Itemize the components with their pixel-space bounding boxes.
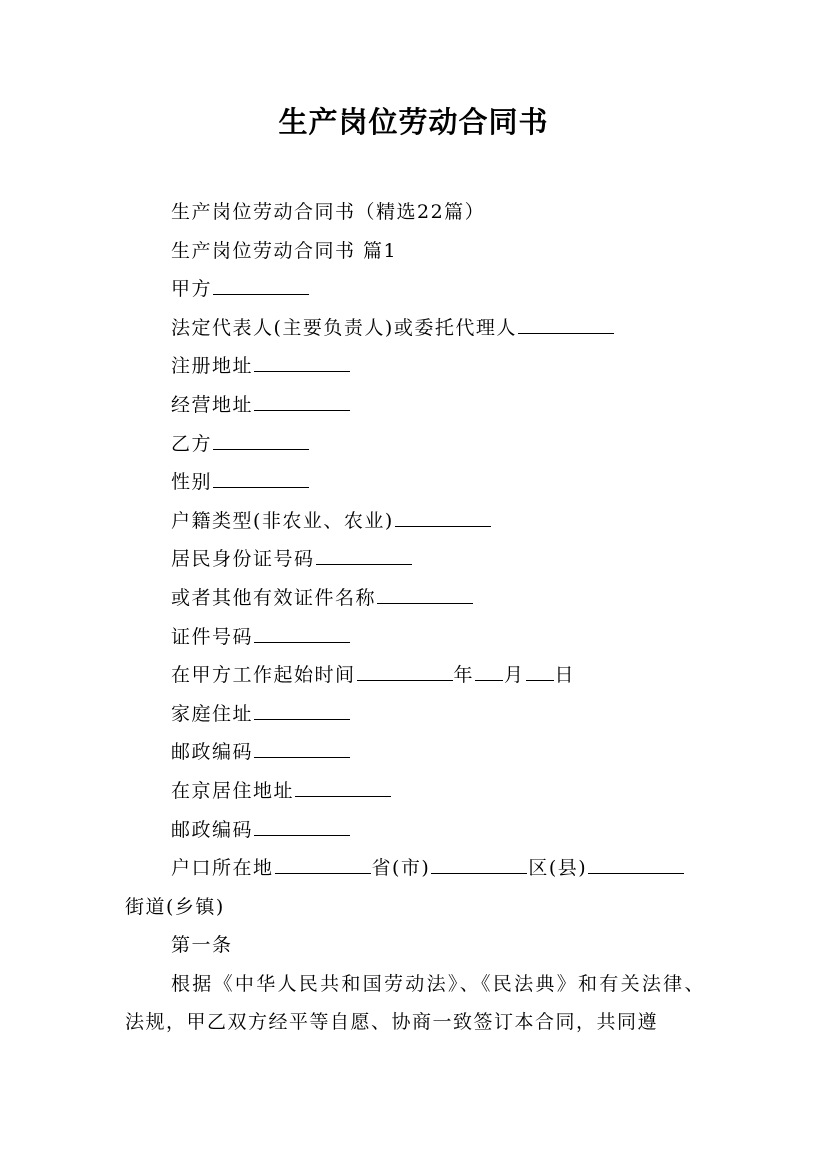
field-hukou: [125, 849, 705, 926]
blank-line: [275, 872, 371, 874]
field-label: 户籍类型(非农业、农业): [171, 509, 394, 532]
subtitle-text: 生产岗位劳动合同书（精选22篇）: [171, 201, 486, 223]
blank-line: [316, 563, 412, 565]
field-label: 在京居住地址: [171, 779, 295, 802]
section-heading: [125, 232, 705, 271]
article-paragraph: 根据《中华人民共和国劳动法》、《民法典》和有关法律、法规，甲乙双方经平等自愿、协商一致签订本合同，共同遵: [125, 972, 705, 1034]
field-registered-address: [125, 347, 705, 386]
blank-line: [357, 679, 453, 681]
field-postal-code: [125, 733, 705, 772]
blank-line: [526, 679, 554, 681]
field-legal-representative: [125, 309, 705, 348]
blank-line: [254, 641, 350, 643]
blank-line: [213, 293, 309, 295]
field-postal-code-2: [125, 811, 705, 850]
blank-line: [518, 332, 614, 334]
field-household-type: [125, 502, 705, 541]
blank-line: [377, 602, 473, 604]
blank-line: [213, 448, 309, 450]
field-label: 家庭住址: [171, 702, 254, 725]
blank-line: [588, 872, 684, 874]
field-label: 邮政编码: [171, 818, 254, 841]
field-label: 证件号码: [171, 625, 254, 648]
district-label: 区(县): [528, 857, 588, 880]
field-business-address: [125, 386, 705, 425]
field-label: 甲方: [171, 278, 213, 301]
field-other-id-name: [125, 579, 705, 618]
blank-line: [254, 756, 350, 758]
blank-line: [395, 525, 491, 527]
field-start-time: [125, 656, 705, 695]
document-body: [125, 193, 705, 1042]
street-label: 街道(乡镇): [125, 895, 225, 918]
month-label: 月: [504, 664, 525, 687]
field-home-address: [125, 695, 705, 734]
field-label: 注册地址: [171, 355, 254, 378]
year-label: 年: [453, 664, 475, 687]
field-label: 乙方: [171, 432, 213, 455]
blank-line: [254, 370, 350, 372]
field-label: 户口所在地: [171, 857, 274, 880]
field-label: 法定代表人(主要负责人)或委托代理人: [171, 316, 517, 339]
field-id-code: [125, 618, 705, 657]
field-id-number: [125, 540, 705, 579]
blank-line: [475, 679, 503, 681]
document-title: 生产岗位劳动合同书: [278, 105, 549, 139]
field-label: 邮政编码: [171, 741, 254, 764]
field-beijing-address: [125, 772, 705, 811]
article-heading-text: 第一条: [171, 934, 233, 957]
blank-line: [295, 795, 391, 797]
field-gender: [125, 463, 705, 502]
blank-line: [254, 834, 350, 836]
field-label: 或者其他有效证件名称: [171, 586, 377, 609]
blank-line: [431, 872, 527, 874]
blank-line: [254, 409, 350, 411]
field-label: 性别: [171, 471, 213, 494]
field-party-a: [125, 270, 705, 309]
subtitle-line: [125, 193, 705, 232]
section-heading-text: 生产岗位劳动合同书 篇1: [171, 239, 398, 262]
field-label: 居民身份证号码: [171, 548, 315, 571]
field-label: 经营地址: [171, 393, 254, 416]
article-heading: [125, 926, 705, 965]
province-label: 省(市): [371, 857, 431, 880]
field-party-b: [125, 425, 705, 464]
day-label: 日: [554, 664, 576, 687]
blank-line: [213, 486, 309, 488]
blank-line: [254, 718, 350, 720]
field-label: 在甲方工作起始时间: [171, 664, 356, 687]
